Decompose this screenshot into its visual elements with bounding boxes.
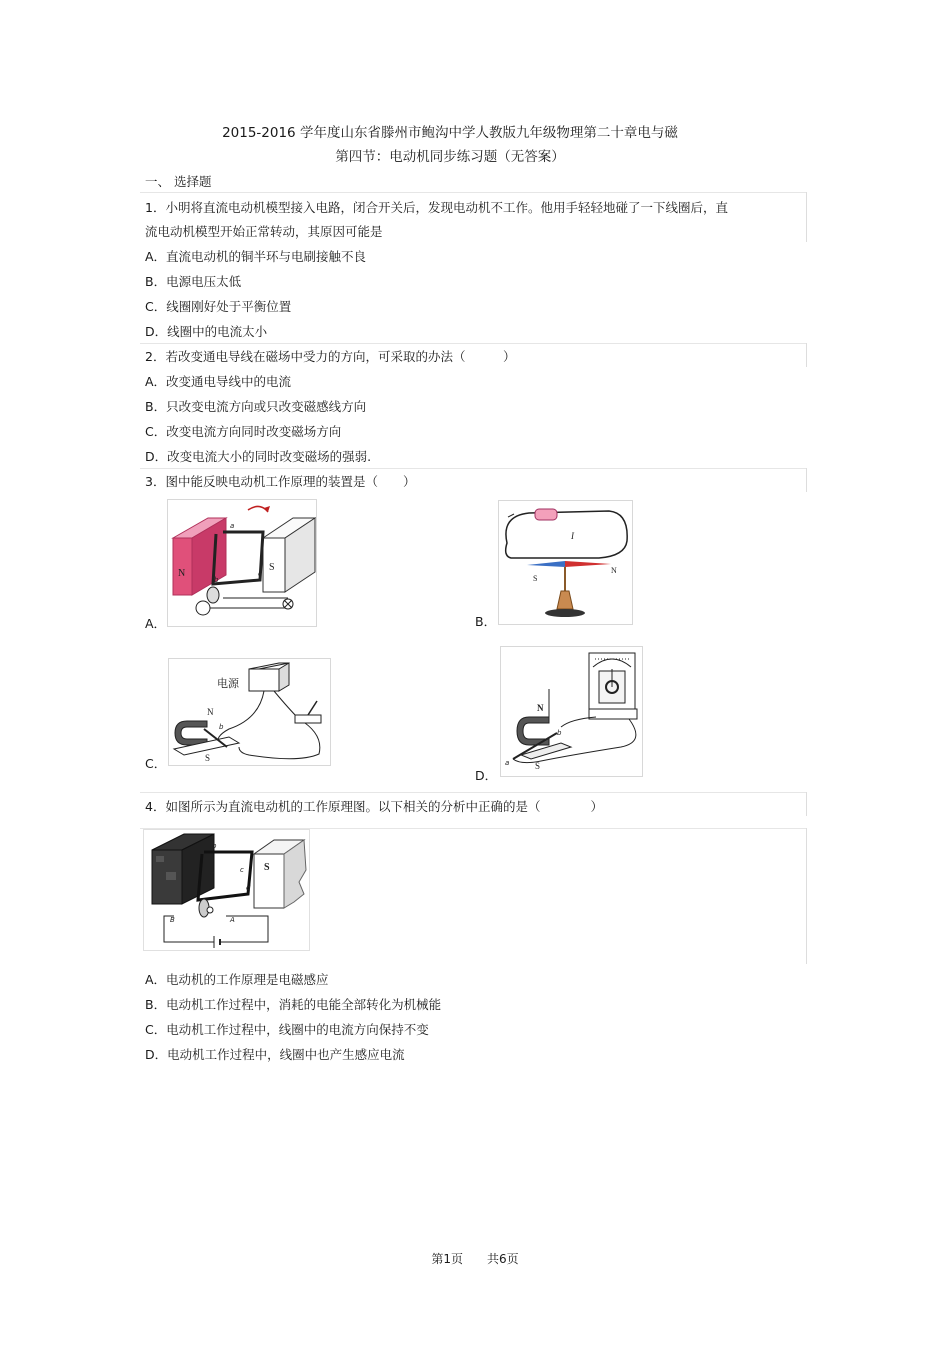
page-footer: 第1页 共6页 [431, 1252, 519, 1266]
figure-electromagnetic-induction [500, 646, 643, 777]
q3-label-b: B． [475, 614, 497, 629]
q4-option-a: A．电动机的工作原理是电磁感应 [145, 972, 329, 987]
q2-option-b: B．只改变电流方向或只改变磁感线方向 [145, 399, 367, 414]
question-divider [140, 792, 807, 793]
question-divider [806, 468, 807, 492]
q4-option-d: D．电动机工作过程中，线圈中也产生感应电流 [145, 1047, 405, 1062]
question-divider [806, 343, 807, 367]
q2-stem: 2．若改变通电导线在磁场中受力的方向，可采取的办法（ ） [145, 349, 516, 364]
fig4-s-label: S [264, 862, 270, 873]
page-subtitle: 第四节：电动机同步练习题（无答案） [335, 149, 565, 165]
fig-d-n-label: N [537, 703, 544, 713]
fig-b-n-label: N [611, 566, 617, 575]
fig4-a-label: a [210, 869, 215, 877]
q2-option-d: D．改变电流大小的同时改变磁场的强弱. [145, 449, 372, 464]
q1-option-a: A．直流电动机的铜半环与电刷接触不良 [145, 249, 367, 264]
fig4-c-label: c [240, 866, 244, 874]
fig-c-s-label: S [205, 753, 211, 763]
page-title: 2015-2016 学年度山东省滕州市鲍沟中学人教版九年级物理第二十章电与磁 [222, 125, 678, 141]
question-divider [140, 192, 807, 193]
fig-a-c-label: c [258, 570, 262, 578]
fig-a-s-label: S [269, 562, 275, 573]
question-divider [140, 343, 807, 344]
fig-c-n-label: N [207, 707, 214, 717]
q1-option-b: B．电源电压太低 [145, 274, 242, 289]
fig4-brush-b-label: B [170, 916, 175, 924]
fig-a-b-label: b [214, 576, 219, 584]
fig4-d-label: d [246, 884, 251, 892]
fig-a-n-label: N [178, 568, 186, 579]
q4-option-c: C．电动机工作过程中，线圈中的电流方向保持不变 [145, 1022, 429, 1037]
fig-c-b-label: b [219, 723, 224, 731]
question-divider [806, 792, 807, 816]
q4-stem: 4．如图所示为直流电动机的工作原理图。以下相关的分析中正确的是（ ） [145, 799, 603, 814]
section-heading: 一、 选择题 [145, 174, 212, 189]
q3-label-a: A． [145, 616, 167, 631]
q2-option-a: A．改变通电导线中的电流 [145, 374, 292, 389]
figure-dc-motor-principle [143, 829, 310, 951]
fig-b-s-label: S [533, 574, 538, 583]
q1-option-d: D．线圈中的电流太小 [145, 324, 268, 339]
q4-option-b: B．电动机工作过程中，消耗的电能全部转化为机械能 [145, 997, 442, 1012]
figure-motor-model [167, 499, 317, 627]
fig-d-a-label: a [505, 759, 510, 767]
figure-divider [806, 828, 807, 964]
fig4-b-label: b [212, 842, 217, 850]
fig4-brush-a-label: A [230, 916, 235, 924]
figure-oersted-experiment [498, 500, 633, 625]
figure-current-in-magnetic-field [168, 658, 331, 766]
q3-label-c: C． [145, 756, 167, 771]
fig-d-b-label: b [557, 729, 562, 737]
q1-option-c: C．线圈刚好处于平衡位置 [145, 299, 292, 314]
question-divider [140, 468, 807, 469]
q2-option-c: C．改变电流方向同时改变磁场方向 [145, 424, 342, 439]
fig-b-current-label: I [571, 531, 574, 541]
q1-stem-cont: 流电动机模型开始正常转动，其原因可能是 [145, 224, 383, 239]
fig-a-a-label: a [230, 522, 235, 530]
q1-stem: 1．小明将直流电动机模型接入电路，闭合开关后，发现电动机不工作。他用手轻轻地碰了一下线圈后，直 [145, 200, 728, 215]
question-divider [806, 192, 807, 242]
q3-label-d: D． [475, 768, 498, 783]
fig-d-s-label: S [535, 761, 541, 771]
fig-c-power-label: 电源 [217, 677, 239, 690]
q3-stem: 3．图中能反映电动机工作原理的装置是（ ） [145, 474, 416, 489]
